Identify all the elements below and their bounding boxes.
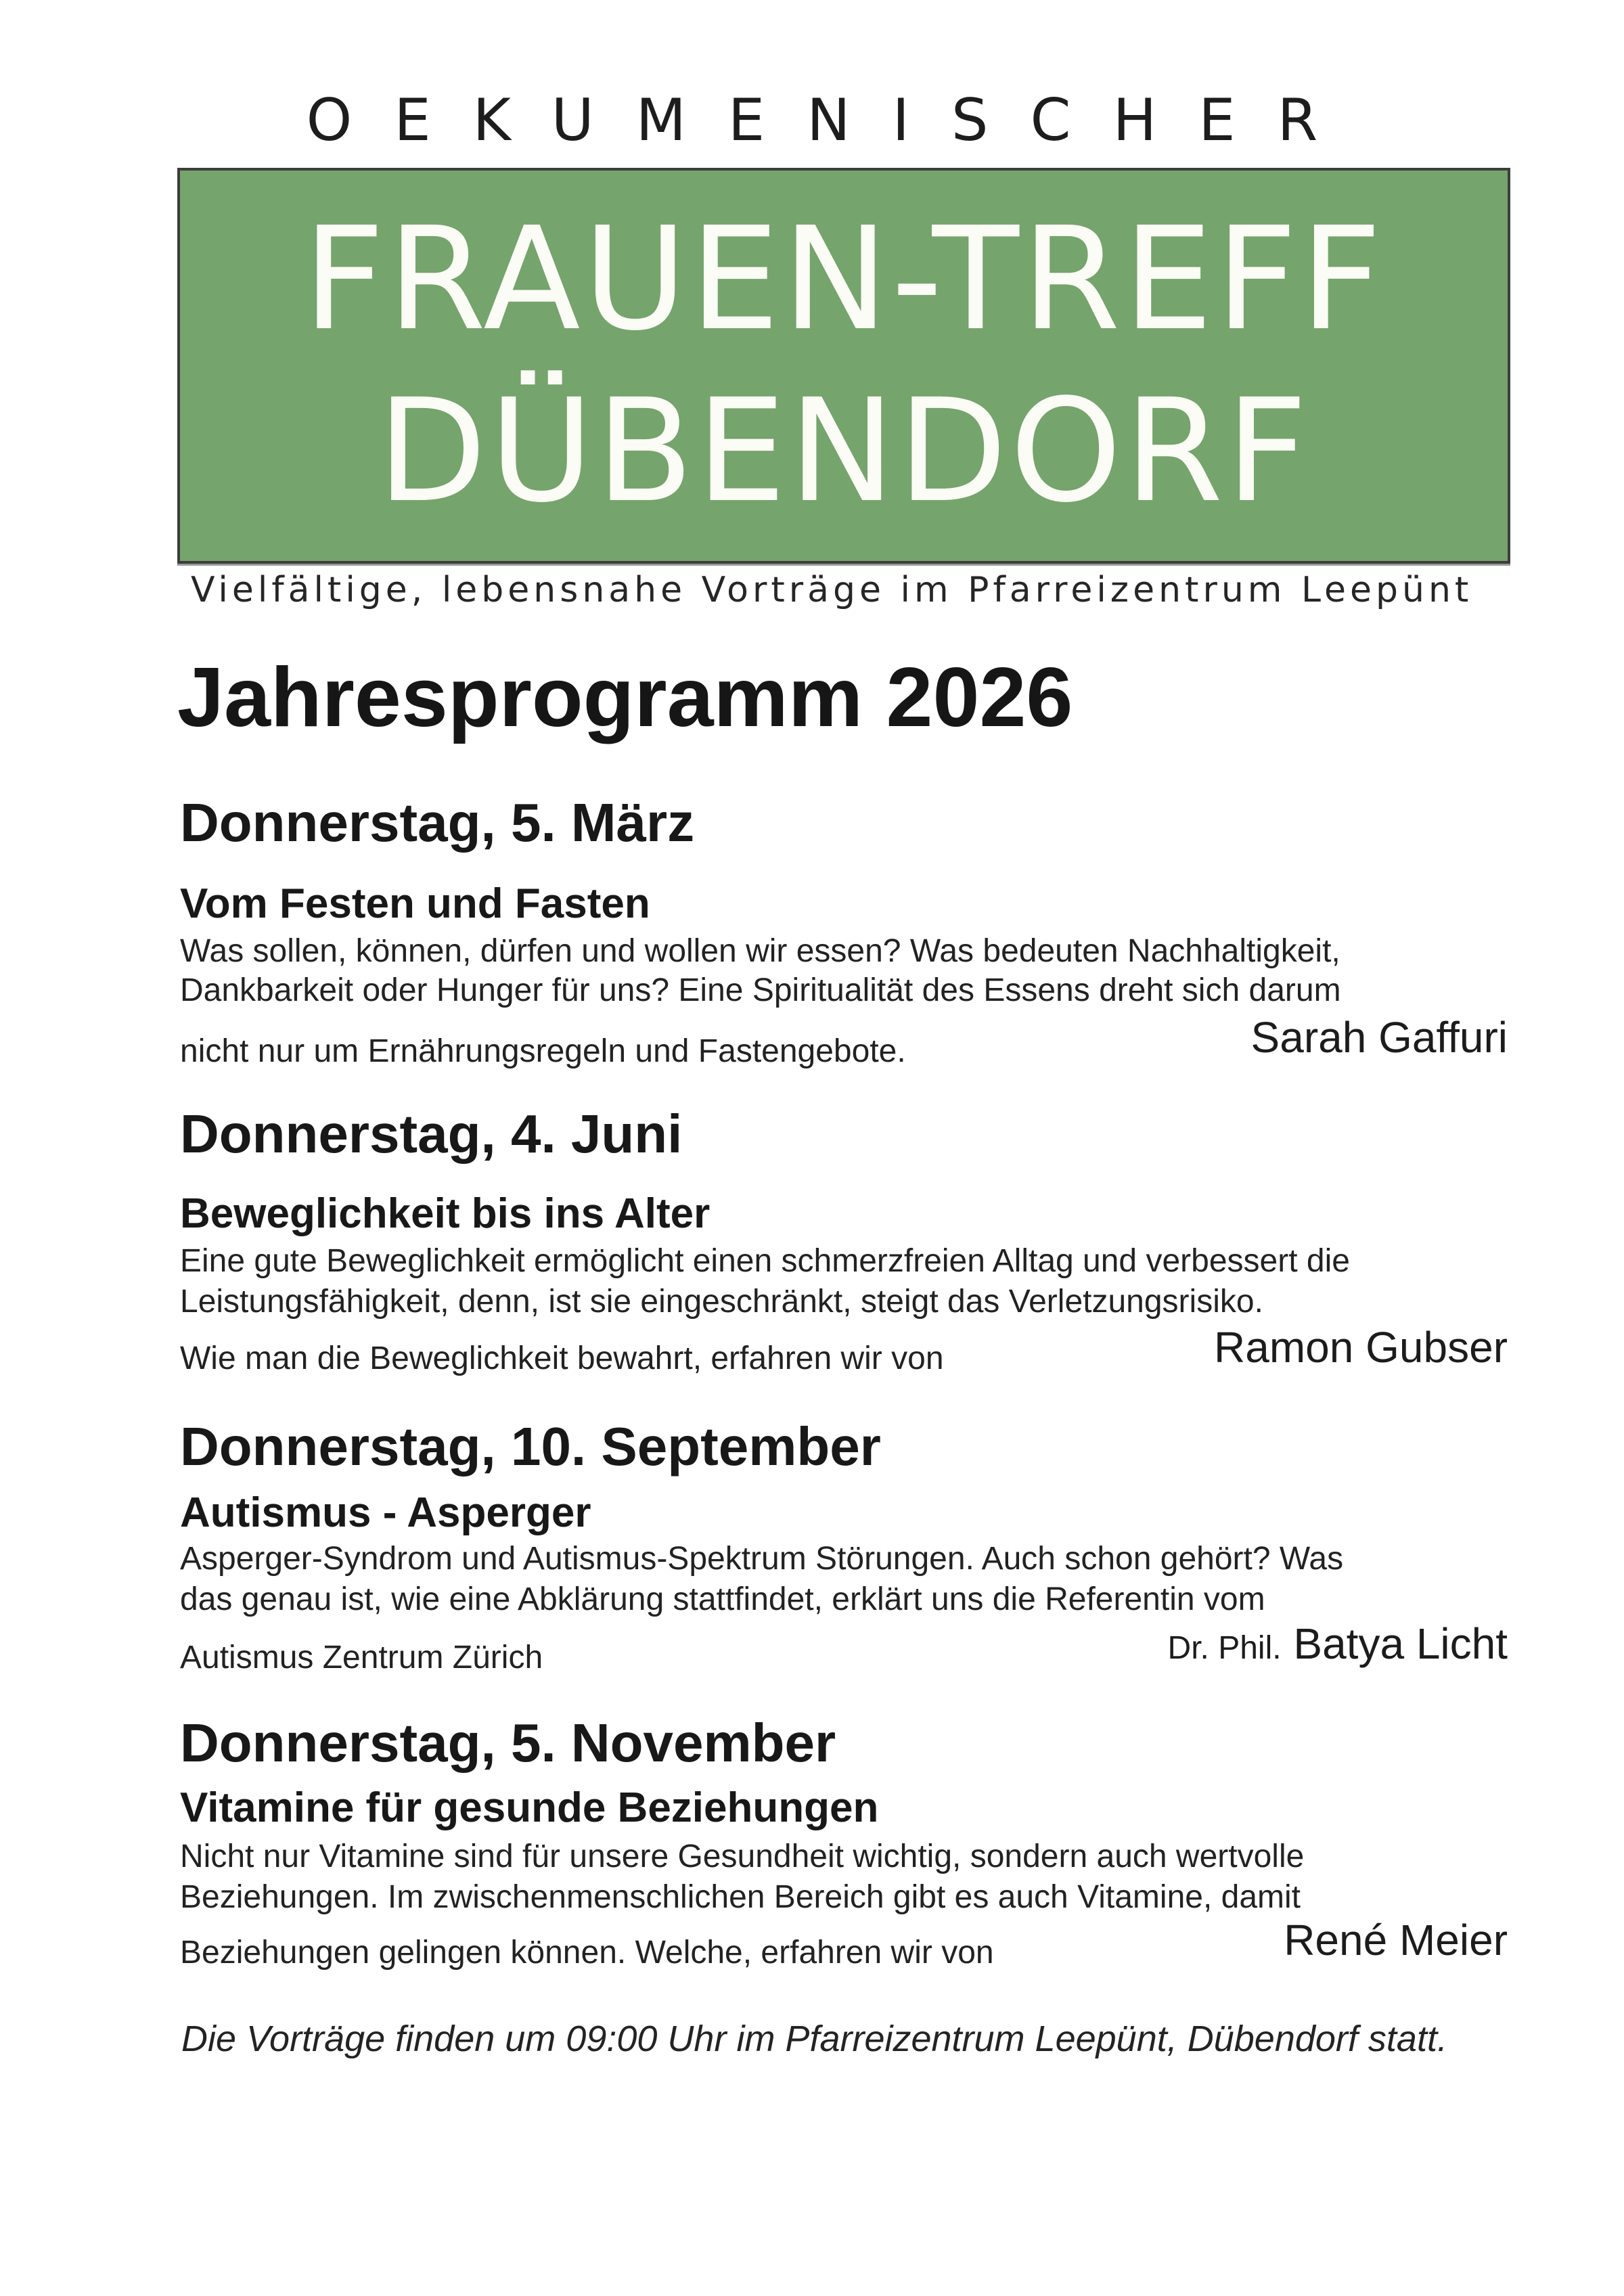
event-4-title: Vitamine für gesunde Beziehungen (180, 1784, 879, 1831)
event-4-line-3: Beziehungen gelingen können. Welche, erfahren wir von (180, 1935, 994, 1971)
event-3-speaker-title: Dr. Phil. (1167, 1630, 1282, 1666)
event-1-line-2: Dankbarkeit oder Hunger für uns? Eine Spiritualität des Essens dreht sich darum (180, 972, 1341, 1008)
event-3-line-1: Asperger-Syndrom und Autismus-Spektrum Störungen. Auch schon gehört? Was (180, 1541, 1344, 1577)
event-2-line-2: Leistungsfähigkeit, denn, ist sie eingeschränkt, steigt das Verletzungsrisiko. (180, 1284, 1263, 1320)
kicker-heading: OEKUMENISCHER (306, 87, 1360, 154)
event-3-title: Autismus - Asperger (180, 1489, 591, 1536)
event-1-title: Vom Festen und Fasten (180, 880, 650, 927)
event-4-date: Donnerstag, 5. November (180, 1713, 836, 1773)
event-2-speaker (1214, 1322, 1508, 1372)
footer-note: Die Vorträge finden um 09:00 Uhr im Pfarreizentrum Leepünt, Dübendorf statt. (181, 2019, 1447, 2059)
event-1-speaker-name: Sarah Gaffuri (1250, 1013, 1508, 1062)
event-2-date: Donnerstag, 4. Juni (180, 1104, 683, 1164)
tagline: Vielfältige, lebensnahe Vorträge im Pfarreizentrum Leepünt (191, 570, 1473, 610)
event-3-line-3: Autismus Zentrum Zürich (180, 1640, 543, 1675)
event-3-speaker-name: Batya Licht (1293, 1619, 1508, 1668)
event-3-speaker (1168, 1619, 1508, 1669)
program-title: Jahresprogramm 2026 (177, 651, 1073, 744)
title-banner (177, 168, 1510, 564)
event-3-date: Donnerstag, 10. September (180, 1416, 881, 1477)
event-3-line-2: das genau ist, wie eine Abklärung stattfindet, erklärt uns die Referentin vom (180, 1581, 1265, 1617)
event-4-line-1: Nicht nur Vitamine sind für unsere Gesundheit wichtig, sondern auch wertvolle (180, 1839, 1305, 1874)
event-2-line-1: Eine gute Beweglichkeit ermöglicht einen schmerzfreien Alltag und verbessert die (180, 1243, 1350, 1279)
event-2-title: Beweglichkeit bis ins Alter (180, 1190, 710, 1237)
event-2-speaker-name: Ramon Gubser (1214, 1323, 1508, 1372)
event-4-speaker-name: René Meier (1284, 1916, 1508, 1964)
banner-title-line-1: FRAUEN-TREFF (302, 196, 1385, 362)
banner-title-line-2: DÜBENDORF (377, 368, 1311, 534)
event-1-line-1: Was sollen, können, dürfen und wollen wir essen? Was bedeuten Nachhaltigkeit, (180, 933, 1340, 969)
event-2-line-3: Wie man die Beweglichkeit bewahrt, erfahren wir von (180, 1341, 944, 1376)
event-1-speaker (1251, 1012, 1508, 1062)
event-4-speaker (1284, 1915, 1508, 1965)
event-1-line-3: nicht nur um Ernährungsregeln und Fastengebote. (180, 1033, 906, 1069)
event-4-line-2: Beziehungen. Im zwischenmenschlichen Bereich gibt es auch Vitamine, damit (180, 1879, 1301, 1915)
event-1-date: Donnerstag, 5. März (180, 792, 695, 853)
